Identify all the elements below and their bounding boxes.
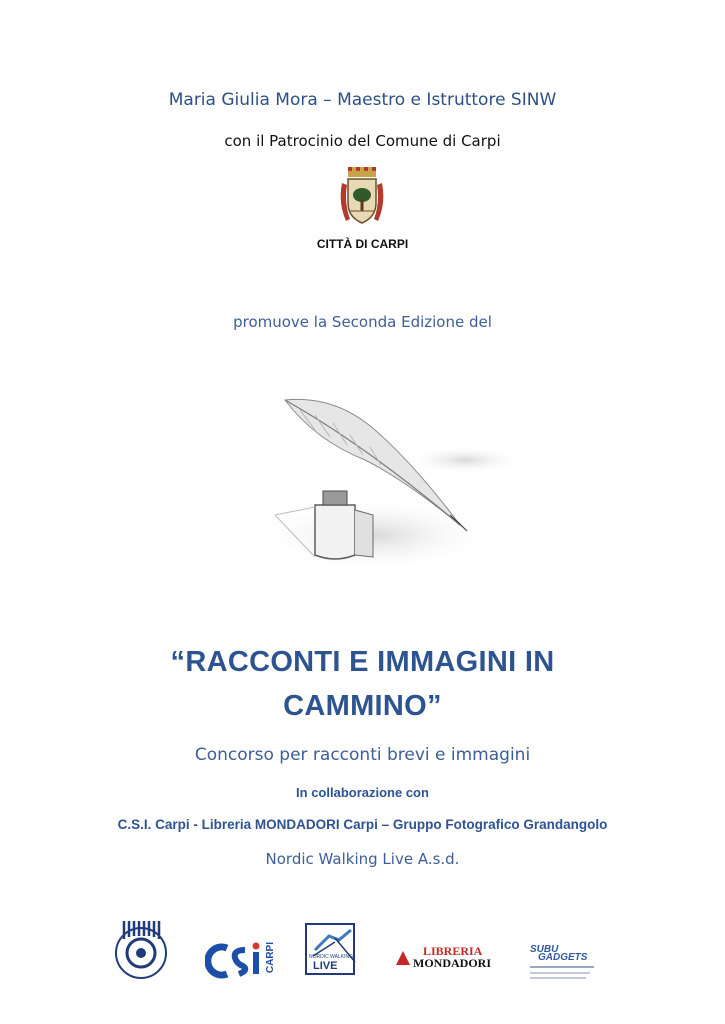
city-logo-label: CITTÀ DI CARPI [316, 237, 409, 251]
nordic-walking-live-logo [305, 922, 367, 976]
mondadori-rose-icon [395, 950, 411, 966]
patronage-line: con il Patrocinio del Comune di Carpi [224, 132, 501, 150]
csi-side-label: CARPI [265, 942, 276, 974]
mondadori-label: MONDADORI [413, 956, 491, 970]
gadgets-text-line [530, 977, 586, 979]
gadgets-text-line [530, 972, 590, 974]
csi-mark-icon [205, 940, 263, 980]
partners-line: C.S.I. Carpi - Libreria MONDADORI Carpi – Gruppo Fotografico Grandangolo [117, 817, 608, 832]
csi-carpi-logo [205, 940, 275, 980]
grandangolo-logo [112, 917, 170, 983]
city-crest-logo [336, 165, 388, 231]
title-line-2: CAMMINO” [283, 690, 442, 722]
nw-live-label: LIVE [313, 960, 338, 972]
contest-subtitle: Concorso per racconti brevi e immagini [194, 745, 531, 765]
gadgets-label: GADGETS [538, 952, 588, 963]
libreria-mondadori-logo [395, 944, 505, 974]
quill-inkwell-illustration [255, 385, 525, 575]
author-line: Maria Giulia Mora – Maestro e Istruttore SINW [168, 90, 557, 110]
title-line-1: “RACCONTI E IMMAGINI IN [170, 646, 555, 678]
nordic-walking-line: Nordic Walking Live A.s.d. [265, 850, 460, 868]
nw-top-label: NORDIC WALKING [309, 954, 353, 960]
subu-gadgets-logo [530, 944, 602, 984]
gadgets-text-line [530, 966, 594, 968]
contest-title [0, 640, 725, 728]
subu-label: SUBU [530, 944, 559, 955]
libreria-label: LIBRERIA [423, 944, 483, 958]
collaboration-heading: In collaborazione con [296, 785, 429, 800]
intro-line: promuove la Seconda Edizione del [233, 313, 492, 331]
